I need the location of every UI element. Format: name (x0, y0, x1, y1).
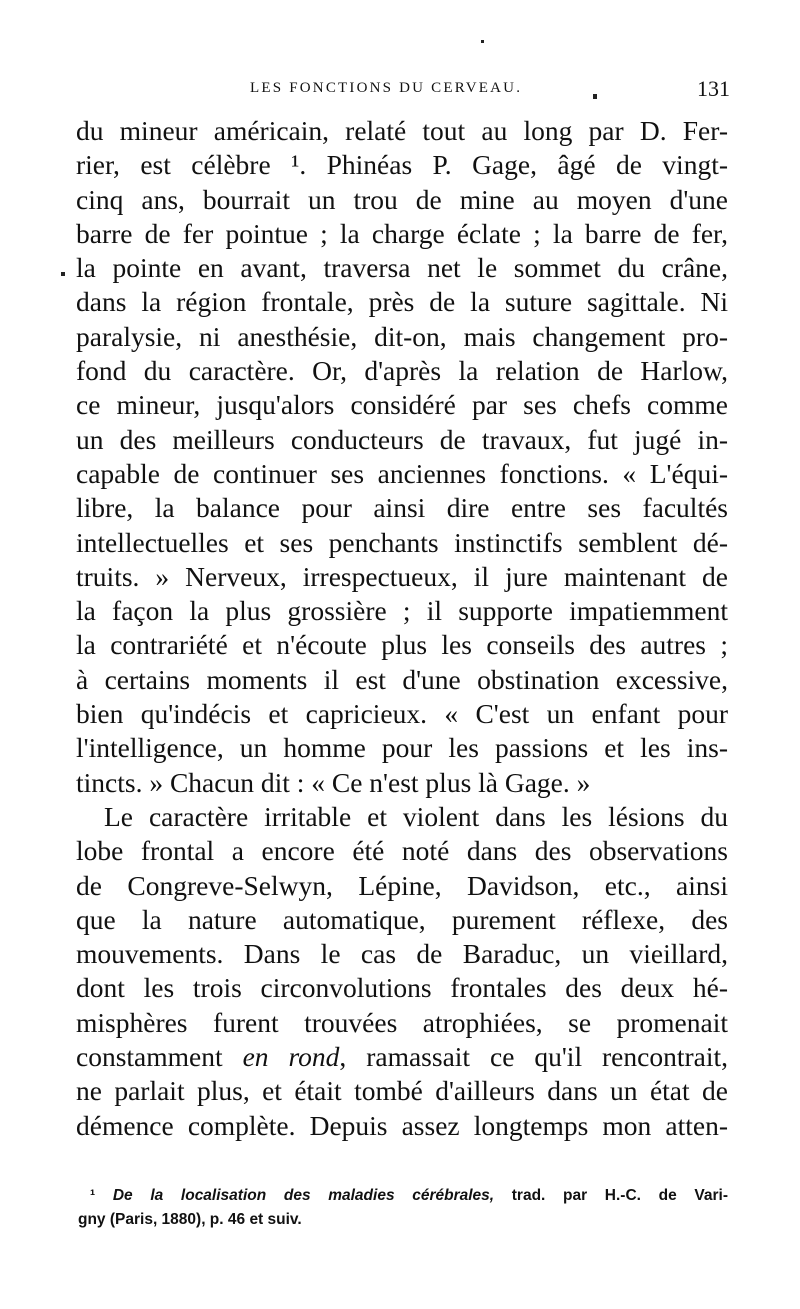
text-line: la contrariété et n'écoute plus les conseils des autres ; (76, 629, 728, 661)
text-line: truits. » Nerveux, irrespectueux, il jure maintenant de (76, 560, 728, 592)
body-text (76, 114, 728, 1143)
text-line: barre de fer pointue ; la charge éclate ; la barre de fer, (76, 217, 728, 249)
footnote-marker: ¹ (90, 1187, 96, 1204)
text-line-with-italic: constamment en rond, ramassait ce qu'il rencontrait, (76, 1041, 728, 1073)
footnote-line: gny (Paris, 1880), p. 46 et suiv. (78, 1211, 302, 1228)
text-line: que la nature automatique, purement réflexe, des (76, 903, 728, 935)
running-head (250, 76, 730, 102)
text-line: ce mineur, jusqu'alors considéré par ses chefs comme (76, 389, 728, 421)
footnote (78, 1184, 728, 1232)
text-line: rier, est célèbre ¹. Phinéas P. Gage, âgé de vingt- (76, 149, 728, 181)
footnote-line (78, 1184, 728, 1208)
footnote-cited-title: De la localisation des maladies cérébrales, (112, 1187, 495, 1204)
page-number: 131 (697, 76, 730, 101)
text-line: ne parlait plus, et était tombé d'ailleurs dans un état de (76, 1075, 728, 1107)
text-line: paralysie, ni anesthésie, dit-on, mais changement pro- (76, 320, 728, 352)
text-line: capable de continuer ses anciennes fonctions. « L'équi- (76, 457, 728, 489)
text-line: la pointe en avant, traversa net le sommet du crâne, (76, 252, 728, 284)
text-line: l'intelligence, un homme pour les passions et les ins- (76, 732, 728, 764)
footnote-citation: trad. par H.-C. de Vari- (494, 1187, 728, 1204)
running-title: LES FONCTIONS DU CERVEAU. (250, 80, 523, 96)
text-line: démence complète. Depuis assez longtemps mon atten- (76, 1109, 728, 1141)
ink-speck (61, 272, 65, 276)
text-line: cinq ans, bourrait un trou de mine au moyen d'une (76, 183, 728, 215)
text-line: mouvements. Dans le cas de Baraduc, un vieillard, (76, 938, 728, 970)
italic-phrase: en rond (242, 1041, 340, 1073)
ink-speck (593, 94, 597, 99)
text-line: à certains moments il est d'une obstination excessive, (76, 663, 728, 695)
text-line: dont les trois circonvolutions frontales des deux hé- (76, 972, 728, 1004)
text-line: Le caractère irritable et violent dans les lésions du (104, 800, 728, 832)
text-line: dans la région frontale, près de la suture sagittale. Ni (76, 286, 728, 318)
text-line: un des meilleurs conducteurs de travaux, fut jugé in- (76, 423, 728, 455)
text-line: libre, la balance pour ainsi dire entre ses facultés (76, 492, 728, 524)
text-line: la façon la plus grossière ; il supporte impatiemment (76, 595, 728, 627)
text-line: bien qu'indécis et capricieux. « C'est un enfant pour (76, 698, 728, 730)
text-line: de Congreve-Selwyn, Lépine, Davidson, etc., ainsi (76, 869, 728, 901)
text-line: lobe frontal a encore été noté dans des observations (76, 835, 728, 867)
text-line: fond du caractère. Or, d'après la relation de Harlow, (76, 355, 728, 387)
text-line: tincts. » Chacun dit : « Ce n'est plus là Gage. » (76, 766, 591, 798)
ink-speck (481, 40, 484, 43)
text-line: misphères furent trouvées atrophiées, se promenait (76, 1006, 728, 1038)
text-line: du mineur américain, relaté tout au long par D. Fer- (76, 115, 728, 146)
text-line: intellectuelles et ses penchants instinctifs semblent dé- (76, 526, 728, 558)
